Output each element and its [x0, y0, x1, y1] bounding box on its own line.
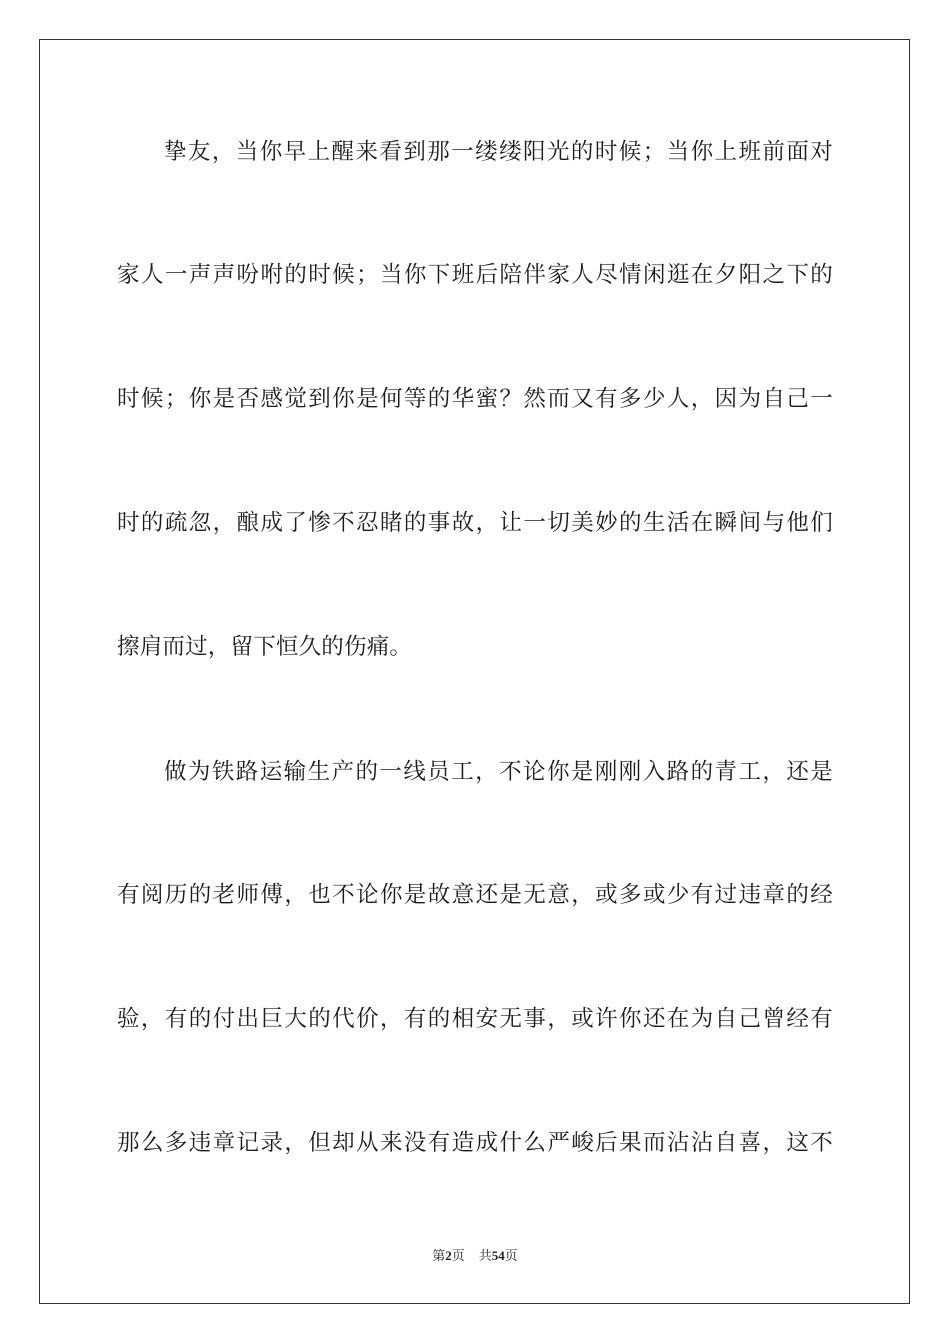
paragraph-2-line-4: 那么多违章记录，但却从来没有造成什么严峻后果而沾沾自喜，这不	[117, 1130, 833, 1156]
paragraph-2-line-1: 做为铁路运输生产的一线员工，不论你是刚刚入路的青工，还是	[164, 759, 833, 785]
page-number-prefix: 第	[432, 1249, 446, 1264]
total-page-count: 54	[491, 1248, 505, 1263]
paragraph-1-line-3: 时候；你是否感觉到你是何等的华蜜？然而又有多少人，因为自己一	[117, 386, 833, 412]
page-number-suffix: 页	[451, 1249, 465, 1264]
page-border	[39, 39, 910, 1304]
current-page-number: 2	[445, 1248, 452, 1263]
paragraph-1-line-1: 挚友，当你早上醒来看到那一缕缕阳光的时候；当你上班前面对	[164, 139, 833, 165]
paragraph-1-line-5: 擦肩而过，留下恒久的伤痛。	[117, 634, 413, 660]
paragraph-1-line-2: 家人一声声吩咐的时候；当你下班后陪伴家人尽情闲逛在夕阳之下的	[117, 262, 833, 288]
paragraph-2-line-3: 验，有的付出巨大的代价，有的相安无事，或许你还在为自己曾经有	[117, 1006, 833, 1032]
total-pages-prefix: 共	[478, 1249, 492, 1264]
paragraph-2-line-2: 有阅历的老师傅，也不论你是故意还是无意，或多或少有过违章的经	[117, 882, 833, 908]
total-pages-suffix: 页	[504, 1249, 518, 1264]
paragraph-1-line-4: 时的疏忽，酿成了惨不忍睹的事故，让一切美妙的生活在瞬间与他们	[117, 510, 833, 536]
page-footer	[0, 1247, 950, 1266]
